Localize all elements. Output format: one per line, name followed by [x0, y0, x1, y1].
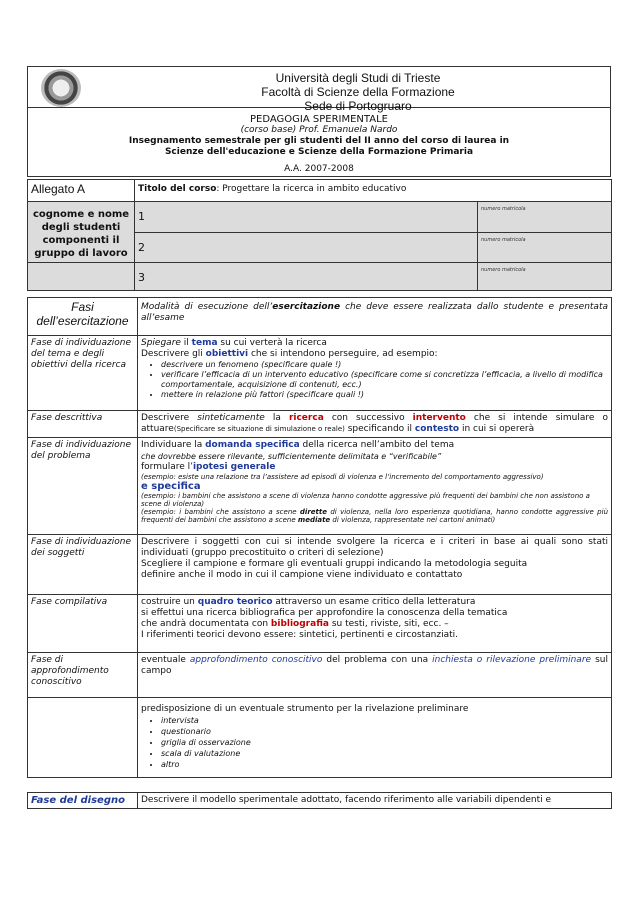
design-table — [27, 792, 612, 809]
phase-compilative-label: Fase compilativa — [28, 595, 138, 653]
phases-table — [27, 297, 612, 778]
fasi-description — [138, 298, 612, 336]
phase-subjects-label: Fase di individuazione dei soggetti — [28, 535, 138, 595]
course-title-cell — [135, 180, 612, 202]
r2-g: che si intende simulare o attuare — [141, 413, 608, 434]
r3-i: (esempio: i bambini che assistono a scene di violenza hanno condotte aggressive più frequenti dei bambini che non assistono a scene di violenza) — [141, 492, 590, 508]
r3-d: che dovrebbe essere rilevante, sufficientemente delimitata e “verificabile” — [141, 452, 442, 461]
r2-i: specificando il — [344, 424, 415, 434]
r1-tema: tema — [191, 338, 218, 348]
course-description-1: Insegnamento semestrale per gli studenti del II anno del corso di laurea in — [128, 136, 510, 146]
matricola-1[interactable]: numero matricola — [478, 202, 612, 233]
matricola-2[interactable]: numero matricola — [478, 232, 612, 263]
r3-mediate: mediate — [297, 516, 331, 524]
phase-descriptive-label: Fase descrittiva — [28, 411, 138, 438]
r6-approfondimento: approfondimento conoscitivo — [189, 655, 323, 665]
phase-problem-label: Fase di individuazione del problema — [28, 438, 138, 535]
r6-c: del problema con una — [322, 655, 433, 665]
fasi-desc-bold: esercitazione — [272, 302, 341, 312]
r6-e: sul campo — [141, 655, 608, 676]
r7-bullet: • intervista — [161, 715, 608, 726]
allegato-label: Allegato A — [28, 180, 135, 202]
phase-instrument-label — [28, 698, 138, 778]
r2-c: la — [264, 413, 289, 423]
r3-j: (esempio: i bambini che assistono a scene — [141, 508, 300, 516]
r5-a: costruire un — [141, 597, 198, 607]
university-name-block — [138, 71, 578, 113]
r5-c: attraverso un esame critico della letteratura — [272, 597, 476, 607]
course-block — [27, 108, 611, 177]
r1-b: il — [180, 338, 192, 348]
r5-d: si effettui una ricerca bibliografica per approfondire la conoscenza della tematica — [141, 608, 508, 618]
university-name: Università degli Studi di Trieste — [275, 71, 441, 85]
course-title-value: : Progettare la ricerca in ambito educativo — [216, 184, 407, 194]
student-2[interactable]: 2 — [135, 232, 478, 263]
r2-intervento: intervento — [412, 413, 466, 423]
r3-domanda: domanda specifica — [205, 440, 300, 450]
r4-c: definire anche il modo in cui il campione viene individuato e contattato — [141, 570, 463, 580]
academic-year: A.A. 2007-2008 — [284, 164, 354, 174]
r1-obiettivi: obiettivi — [205, 349, 249, 359]
r7-a: predisposizione di un eventuale strumento per la rivelazione preliminare — [141, 704, 469, 714]
group-table — [27, 179, 612, 291]
r2-contesto: contesto — [414, 424, 460, 434]
r7-bullet: • questionario — [161, 726, 608, 737]
r3-dirette: dirette — [299, 508, 327, 516]
r5-g: su testi, riviste, siti, ecc. – — [328, 619, 449, 629]
course-title: PEDAGOGIA SPERIMENTALE — [250, 114, 388, 125]
phase-descriptive-content — [138, 411, 612, 438]
r3-ipotesi: ipotesi generale — [192, 462, 276, 472]
phase-design-content: Descrivere il modello sperimentale adottato, facendo riferimento alle variabili dipendenti e — [138, 793, 612, 809]
phase-instrument-content — [138, 698, 612, 778]
r3-l: di violenza, nella loro esperienza quotidiana, hanno condotte aggressive più frequenti dei bambini che assistono a scene — [141, 508, 608, 524]
phase-design-label: Fase del disegno — [28, 793, 138, 809]
matricola-3[interactable]: numero matricola — [478, 263, 612, 291]
r2-b: sinteticamente — [197, 413, 265, 423]
r3-a: Individuare la — [141, 440, 206, 450]
r5-h: I riferimenti teorici devono essere: sintetici, pertinenti e circostanziati. — [141, 630, 458, 640]
phase-subjects-content — [138, 535, 612, 595]
fasi-desc-pre: Modalità di esecuzione dell’ — [141, 302, 273, 312]
r7-bullets — [141, 715, 608, 770]
r3-c: della ricerca nell’ambito del tema — [299, 440, 455, 450]
student-3[interactable]: 3 — [135, 263, 478, 291]
document-page — [27, 66, 611, 809]
r1-a: Spiegare — [141, 338, 181, 348]
phase-problem-content — [138, 438, 612, 535]
r4-a: Descrivere i soggetti con cui si intende svolgere la ricerca e i criteri in base ai quali sono stati individuati (gruppo precostituito o criteri di selezione) — [141, 537, 608, 558]
r4-b: Scegliere il campione e formare gli eventuali gruppi indicando la metodologia seguita — [141, 559, 528, 569]
group-label-empty — [28, 263, 135, 291]
r7-bullet: • altro — [161, 759, 608, 770]
r1-bullet: • verificare l’efficacia di un intervento educativo (specificare come si concretizza l’efficacia, a livello di modifica comportamentale, acquisizione di contenuti, ecc.) — [161, 370, 608, 390]
r2-e: con successivo — [323, 413, 413, 423]
r3-g: (esempio: esiste una relazione tra l’assistere ad episodi di violenza e l’incremento del comportamento aggressivo) — [141, 473, 544, 481]
r3-n: di violenza, rappresentate nei cartoni animati) — [330, 516, 496, 524]
course-subtitle: (corso base) Prof. Emanuela Nardo — [240, 125, 398, 135]
faculty-name: Facoltà di Scienze della Formazione — [261, 85, 455, 99]
phase-knowledge-label: Fase di approfondimento conoscitivo — [28, 653, 138, 698]
r7-bullet: • griglia di osservazione — [161, 737, 608, 748]
r1-g: che si intendono perseguire, ad esempio: — [248, 349, 438, 359]
fasi-desc-post: che deve essere realizzata dallo studente e presentata all’esame — [141, 302, 608, 323]
r5-quadro: quadro teorico — [197, 597, 273, 607]
group-label: cognome e nome degli studenti componenti il gruppo di lavoro — [28, 202, 135, 263]
university-header — [27, 66, 611, 113]
r2-k: in cui si opererà — [459, 424, 535, 434]
r6-inchiesta: inchiesta o rilevazione preliminare — [432, 655, 592, 665]
phase-compilative-content — [138, 595, 612, 653]
r1-bullets — [141, 360, 608, 400]
r5-e: che andrà documentata con — [141, 619, 271, 629]
course-description-2: Scienze dell'educazione e Scienze della Formazione Primaria — [164, 147, 474, 157]
course-title-label: Titolo del corso — [138, 184, 217, 194]
r3-specifica: e specifica — [141, 481, 201, 492]
r3-e: formulare l’ — [141, 462, 193, 472]
r5-bibliografia: bibliografia — [270, 619, 329, 629]
r1-e: Descrivere gli — [141, 349, 206, 359]
phase-theme-label: Fase di individuazione del tema e degli obiettivi della ricerca — [28, 336, 138, 411]
r2-ricerca: ricerca — [288, 413, 324, 423]
fasi-header: Fasi dell’esercitazione — [28, 298, 138, 336]
seat-name: Sede di Portogruaro — [304, 99, 412, 113]
r1-bullet: • descrivere un fenomeno (specificare quale !) — [161, 360, 608, 370]
student-1[interactable]: 1 — [135, 202, 478, 233]
r1-d: su cui verterà la ricerca — [217, 338, 327, 348]
university-seal-icon — [41, 69, 81, 107]
r2-h: (Specificare se situazione di simulazione o reale) — [173, 425, 345, 433]
r1-bullet: • mettere in relazione più fattori (specificare quali !) — [161, 390, 608, 400]
r7-bullet: • scala di valutazione — [161, 748, 608, 759]
r6-a: eventuale — [141, 655, 190, 665]
r2-a: Descrivere — [141, 413, 198, 423]
phase-theme-content — [138, 336, 612, 411]
phase-knowledge-content — [138, 653, 612, 698]
